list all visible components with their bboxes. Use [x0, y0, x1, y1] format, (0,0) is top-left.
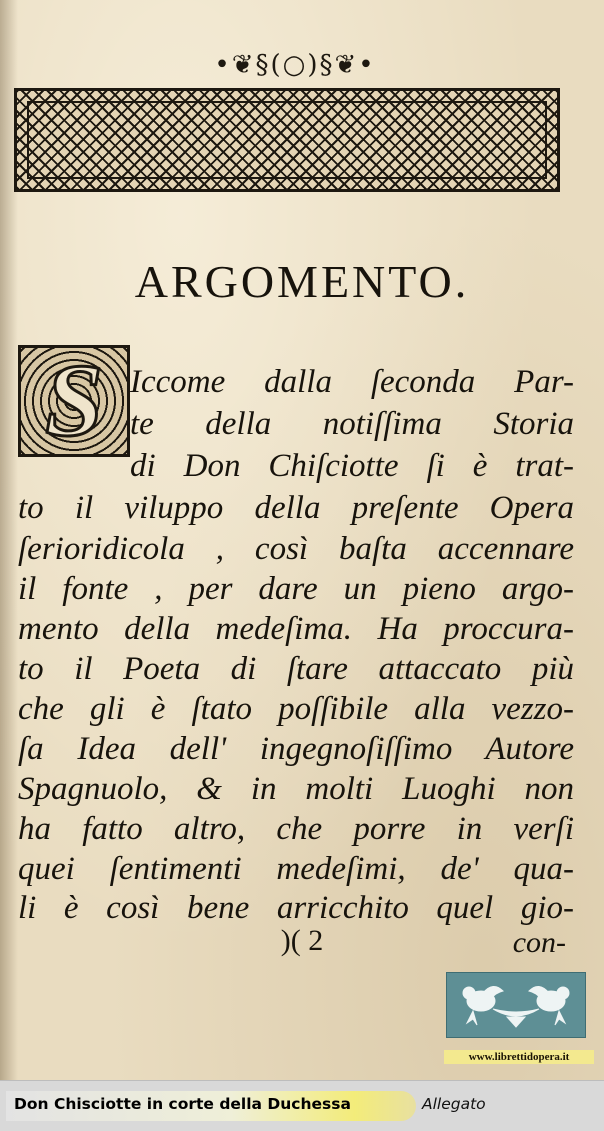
text-line: il fonte , per dare un pieno argo- — [18, 571, 574, 607]
page-title: ARGOMENTO. — [134, 256, 470, 307]
site-logo[interactable] — [446, 972, 586, 1038]
text-line: te della notiſſima Storia — [130, 406, 574, 442]
text-line: di Don Chiſciotte ſi è trat- — [130, 448, 574, 484]
text-line: Iccome dalla ſeconda Par- — [130, 364, 574, 400]
footer-opera-title[interactable]: Don Chisciotte in corte della Duchessa — [14, 1095, 351, 1113]
text-line: to il viluppo della preſente Opera — [18, 490, 574, 526]
text-line: quei ſentimenti medeſimi, de' qua- — [18, 851, 574, 887]
text-line: ſerioridicola , così baſta accennare — [18, 531, 574, 567]
text-line: che gli è ſtato poſſibile alla vezzo- — [18, 691, 574, 727]
footer-section-label: Allegato — [422, 1095, 486, 1113]
text-line: li è così bene arricchito quel gio- — [18, 890, 574, 926]
footer-bar — [0, 1080, 604, 1131]
initial-letter: S — [45, 343, 103, 458]
site-url-link[interactable]: www.librettidopera.it — [444, 1050, 594, 1064]
page-number: )( 2 — [280, 924, 324, 957]
head-ornament: •❦§(○)§❦• — [214, 50, 376, 80]
text-line: to il Poeta di ſtare attaccato più — [18, 651, 574, 687]
catchword: con- — [512, 926, 566, 959]
text-line: Spagnuolo, & in molti Luoghi non — [18, 771, 574, 807]
cherubs-logo-icon — [453, 979, 579, 1031]
text-line: mento della medeſima. Ha proccura- — [18, 611, 574, 647]
text-line: ſa Idea dell' ingegnoſiſſimo Autore — [18, 731, 574, 767]
text-line: ha fatto altro, che porre in verſi — [18, 811, 574, 847]
